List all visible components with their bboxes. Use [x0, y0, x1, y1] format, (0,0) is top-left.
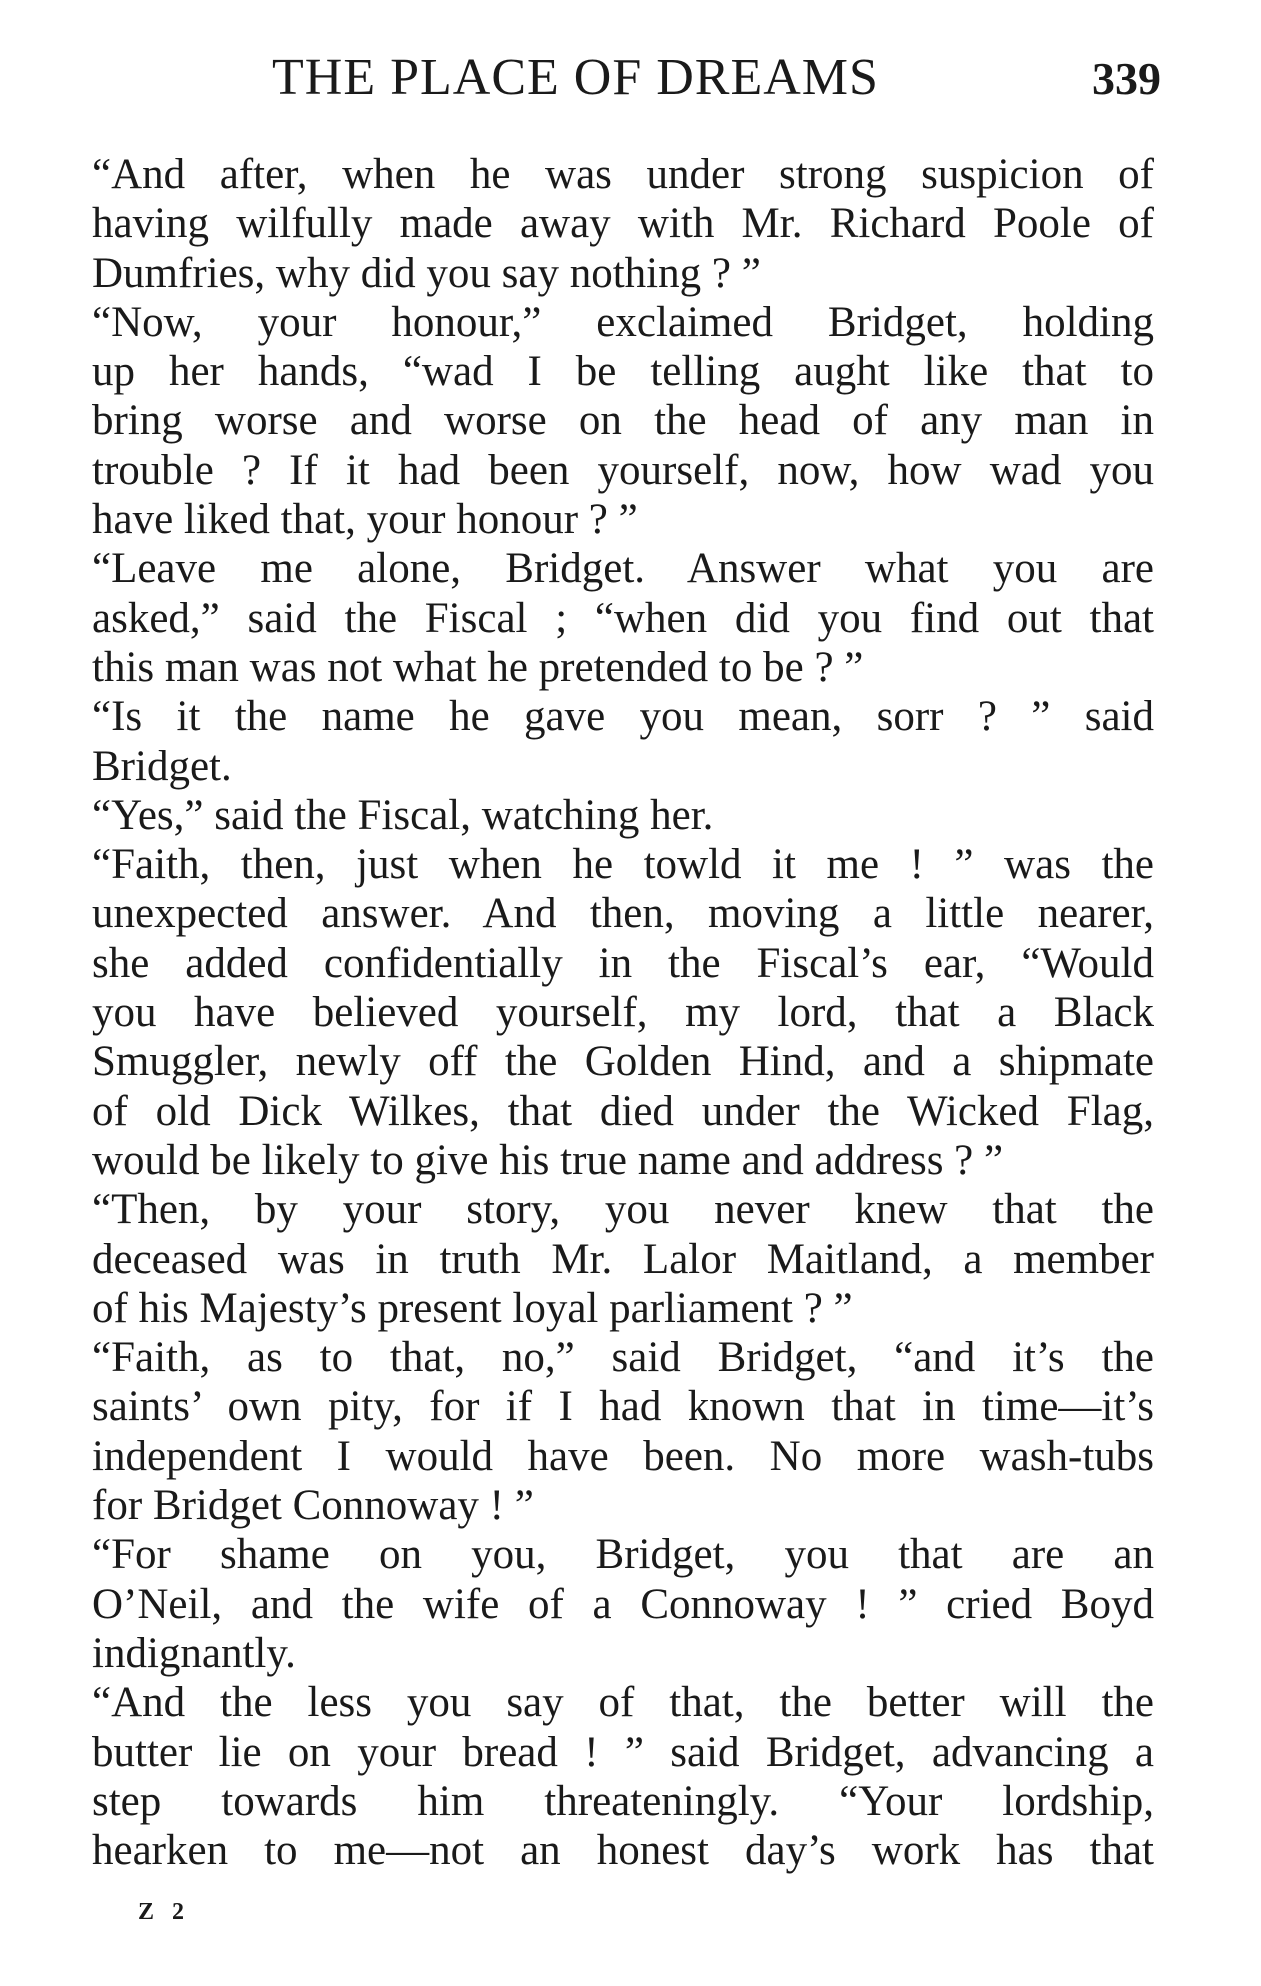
text-line: “Faith, then, just when he towld it me ! ” was the: [92, 841, 1154, 889]
text-line: for Bridget Connoway ! ”: [92, 1482, 534, 1530]
text-line: having wilfully made away with Mr. Richard Poole of: [92, 200, 1154, 248]
text-line: hearken to me—not an honest day’s work has that: [92, 1827, 1154, 1875]
text-line: would be likely to give his true name and address ? ”: [92, 1136, 1004, 1184]
body-text: [92, 150, 1154, 1875]
text-line: this man was not what he pretended to be ? ”: [92, 643, 864, 691]
text-line: step towards him threateningly. “Your lordship,: [92, 1777, 1154, 1825]
text-line: “Faith, as to that, no,” said Bridget, “and it’s the: [92, 1334, 1154, 1382]
text-line: have liked that, your honour ? ”: [92, 496, 638, 544]
text-line: “Leave me alone, Bridget. Answer what you are: [92, 545, 1154, 593]
signature-mark: Z 2: [138, 1899, 191, 1925]
text-line: “And after, when he was under strong suspicion of: [92, 151, 1154, 198]
text-line: “Now, your honour,” exclaimed Bridget, holding: [92, 298, 1154, 346]
text-line: “And the less you say of that, the better will the: [92, 1679, 1154, 1727]
text-line: “For shame on you, Bridget, you that are an: [92, 1531, 1154, 1579]
text-line: unexpected answer. And then, moving a little nearer,: [92, 890, 1154, 938]
text-line: trouble ? If it had been yourself, now, how wad you: [92, 446, 1154, 494]
text-line: Dumfries, why did you say nothing ? ”: [92, 249, 761, 297]
text-line: of old Dick Wilkes, that died under the Wicked Flag,: [92, 1087, 1154, 1135]
text-line: butter lie on your bread ! ” said Bridget, advancing a: [92, 1728, 1154, 1776]
text-line: deceased was in truth Mr. Lalor Maitland, a member: [92, 1235, 1154, 1283]
text-line: “Is it the name he gave you mean, sorr ? ” said: [92, 693, 1154, 741]
text-line: indignantly.: [92, 1629, 296, 1677]
text-line: Bridget.: [92, 742, 232, 790]
text-line: “Yes,” said the Fiscal, watching her.: [92, 791, 714, 839]
text-line: up her hands, “wad I be telling aught like that to: [92, 348, 1154, 396]
text-line: O’Neil, and the wife of a Connoway ! ” cried Boyd: [92, 1580, 1154, 1628]
running-title: THE PLACE OF DREAMS: [272, 49, 879, 106]
text-line: bring worse and worse on the head of any man in: [92, 397, 1154, 445]
text-line: independent I would have been. No more wash-tubs: [92, 1432, 1154, 1480]
text-line: she added confidentially in the Fiscal’s ear, “Would: [92, 939, 1154, 987]
text-line: you have believed yourself, my lord, that a Black: [92, 989, 1154, 1037]
text-line: saints’ own pity, for if I had known that in time—it’s: [92, 1383, 1154, 1431]
text-line: asked,” said the Fiscal ; “when did you find out that: [92, 594, 1154, 642]
page-number: 339: [1092, 53, 1161, 104]
text-line: “Then, by your story, you never knew that the: [92, 1186, 1154, 1234]
text-line: Smuggler, newly off the Golden Hind, and a shipmate: [92, 1038, 1154, 1086]
running-head: [0, 48, 1261, 108]
text-line: of his Majesty’s present loyal parliament ? ”: [92, 1284, 853, 1332]
